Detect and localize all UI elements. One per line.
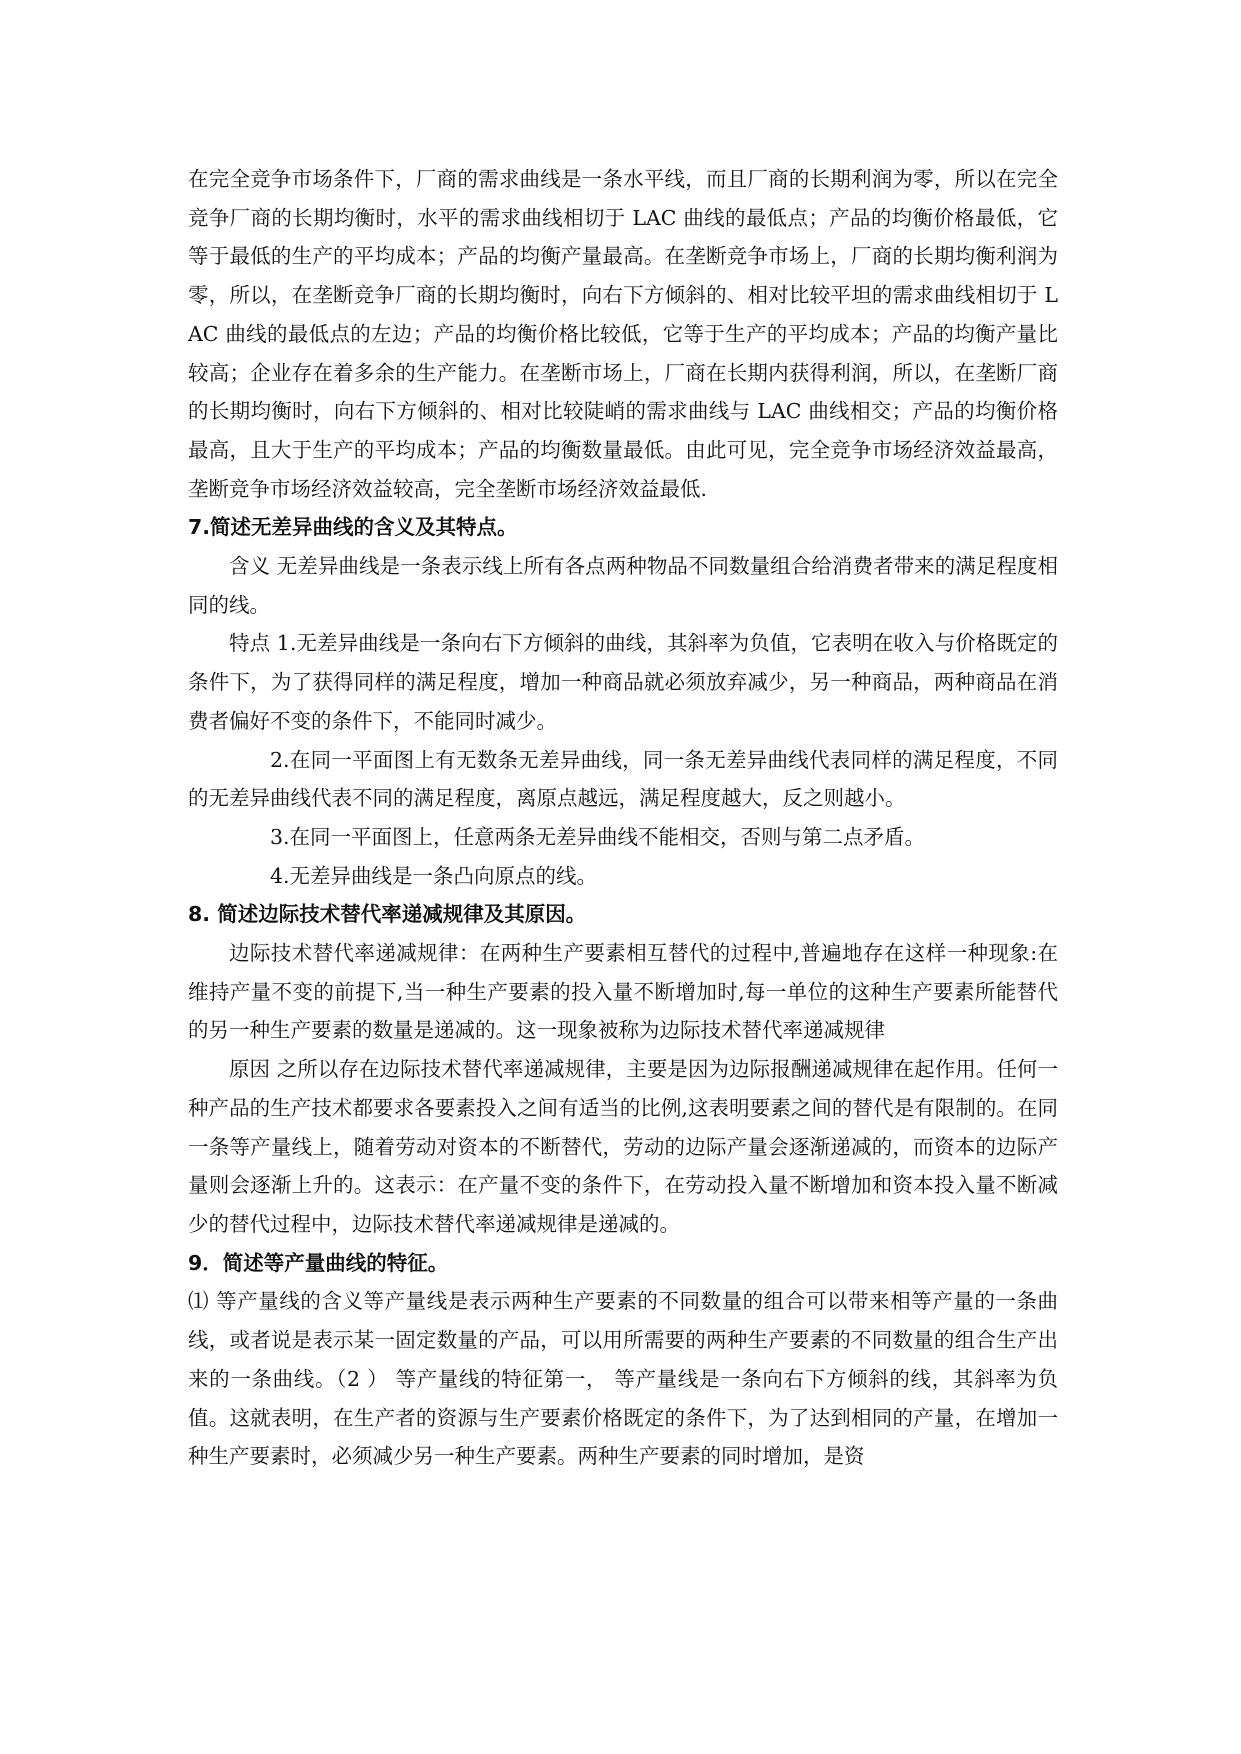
paragraph-mrts-reason: 原因 之所以存在边际技术替代率递减规律，主要是因为边际报酬递减规律在起作用。任何一种产品的生产技术都要求各要素投入之间有适当的比例,这表明要素之间的替代是有限制的。在同一条等产量线上，随着劳动对资本的不断替代，劳动的边际产量会逐渐递减的，而资本的边际产量则会逐渐上升的。这表示：在产量不变的条件下，在劳动投入量不断增加和资本投入量不断减少的替代过程中，边际技术替代率递减规律是递减的。 <box>188 1057 1058 1236</box>
paragraph-indifference-definition: 含义 无差异曲线是一条表示线上所有各点两种物品不同数量组合给消费者带来的满足程度相同的线。 <box>188 554 1058 617</box>
heading-mrts: 8. 简述边际技术替代率递减规律及其原因。 <box>188 902 587 927</box>
paragraph-market-efficiency: 在完全竞争市场条件下，厂商的需求曲线是一条水平线，而且厂商的长期利润为零，所以在完全竞争厂商的长期均衡时，水平的需求曲线相切于 LAC 曲线的最低点；产品的均衡价格最低，它等于最低的生产的平均成本；产品的均衡产量最高。在垄断竞争市场上，厂商的长期均衡利润为零，所以，在垄断竞争厂商的长期均衡时，向右下方倾斜的、相对比较平坦的需求曲线相切于 LAC 曲线的最低点的左边；产品的均衡价格比较低，它等于生产的平均成本；产品的均衡产量比较高；企业存在着多余的生产能力。在垄断市场上，厂商在长期内获得利润，所以，在垄断厂商的长期均衡时，向右下方倾斜的、相对比较陡峭的需求曲线与 LAC 曲线相交；产品的均衡价格最高，且大于生产的平均成本；产品的均衡数量最低。由此可见，完全竞争市场经济效益最高，垄断竞争市场经济效益较高，完全垄断市场经济效益最低. <box>188 167 1058 501</box>
heading-indifference-curve: 7.简述无差异曲线的含义及其特点。 <box>188 515 518 540</box>
paragraph-indifference-feature-3: 3.在同一平面图上，任意两条无差异曲线不能相交，否则与第二点矛盾。 <box>270 824 926 849</box>
paragraph-indifference-feature-2: 2.在同一平面图上有无数条无差异曲线，同一条无差异曲线代表同样的满足程度，不同的无差异曲线代表不同的满足程度，离原点越远，满足程度越大，反之则越小。 <box>188 747 1058 811</box>
document-page <box>188 160 1058 1476</box>
paragraph-isoquant-features: ⑴ 等产量线的含义等产量线是表示两种生产要素的不同数量的组合可以带来相等产量的一条曲线，或者说是表示某一固定数量的产品，可以用所需要的两种生产要素的不同数量的组合生产出来的一条曲线。（2 ） 等产量线的特征第一， 等产量线是一条向右下方倾斜的线，其斜率为负值。这就表明，在生产者的资源与生产要素价格既定的条件下，为了达到相同的产量，在增加一种生产要素时，必须减少另一种生产要素。两种生产要素的同时增加，是资 <box>188 1289 1058 1469</box>
paragraph-mrts-law: 边际技术替代率递减规律：在两种生产要素相互替代的过程中,普遍地存在这样一种现象:在维持产量不变的前提下,当一种生产要素的投入量不断增加时,每一单位的这种生产要素所能替代的另一种生产要素的数量是递减的。这一现象被称为边际技术替代率递减规律 <box>188 941 1058 1043</box>
paragraph-indifference-feature-4: 4.无差异曲线是一条凸向原点的线。 <box>270 863 598 888</box>
paragraph-indifference-feature-1: 特点 1.无差异曲线是一条向右下方倾斜的曲线，其斜率为负值，它表明在收入与价格既定的条件下，为了获得同样的满足程度，增加一种商品就必须放弃减少，另一种商品，两种商品在消费者偏好不变的条件下，不能同时减少。 <box>188 631 1058 733</box>
heading-isoquant: 9．简述等产量曲线的特征。 <box>188 1250 449 1275</box>
